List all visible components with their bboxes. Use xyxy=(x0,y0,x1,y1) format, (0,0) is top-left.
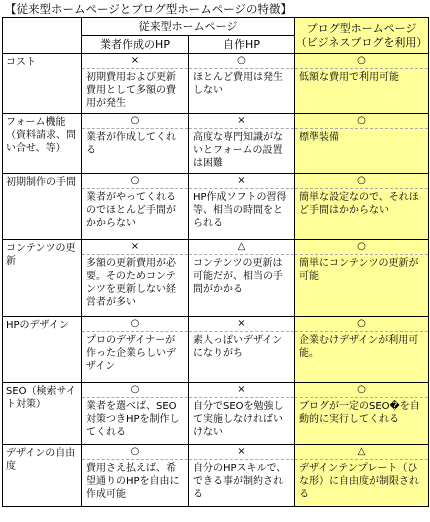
rating-mark: ○ xyxy=(295,240,428,255)
rating-mark: ○ xyxy=(189,54,294,69)
cell-text: 初期費用および更新費用として多額の費用が発生 xyxy=(86,72,176,109)
rating-mark: ○ xyxy=(82,174,188,189)
cell-text: HP作成ソフトの習得等、相当の時間をとられる xyxy=(193,192,287,229)
blog-cell xyxy=(295,383,429,445)
rating-mark: △ xyxy=(189,240,294,255)
table-row xyxy=(3,240,429,317)
cell-text: 高度な専門知識がないとフォームの設置は困難 xyxy=(193,132,283,169)
self-cell xyxy=(189,317,295,383)
self-cell xyxy=(189,114,295,174)
rating-mark: ○ xyxy=(295,174,428,189)
cell-text: 簡単な設定なので、それほど手間はかからない xyxy=(299,192,419,216)
rating-mark: ○ xyxy=(82,383,188,398)
cell-text: 多額の更新費用が必要。そのためコンテンツを更新しない経営者が多い xyxy=(86,258,176,308)
self-cell xyxy=(189,383,295,445)
row-label: デザインの自由度 xyxy=(3,445,82,507)
vendor-cell xyxy=(82,383,189,445)
header-vendor: 業者作成のHP xyxy=(82,36,189,54)
row-label: SEO（検索サイト対策） xyxy=(3,383,82,445)
rating-mark: ○ xyxy=(295,54,428,69)
vendor-cell xyxy=(82,240,189,317)
comparison-table xyxy=(2,17,429,507)
vendor-cell xyxy=(82,174,189,240)
cell-text: 自分のHPスキルで、できる事が制約される xyxy=(193,463,287,500)
cell-text: ブログが一定のSEO�を自動的に実行してくれる xyxy=(299,401,420,425)
cell-text: ほとんど費用は発生しない xyxy=(193,72,283,96)
table-row xyxy=(3,317,429,383)
row-label: コンテンツの更新 xyxy=(3,240,82,317)
cell-text: コンテンツの更新は可能だが、相当の手間がかかる xyxy=(193,258,283,295)
vendor-cell xyxy=(82,445,189,507)
cell-text: デザインテンプレート（ひな形）に自由度が制限される xyxy=(299,463,419,500)
cell-text: 業者がやってくれるのでほとんど手間がかからない xyxy=(86,192,176,229)
header-traditional: 従来型ホームページ xyxy=(82,18,295,36)
cell-text: 費用さえ払えば、希望通りのHPを自由に作成可能 xyxy=(86,463,180,500)
blog-cell xyxy=(295,54,429,114)
table-row xyxy=(3,54,429,114)
cell-text: プロのデザイナーが作った企業らしいデザイン xyxy=(86,335,176,372)
cell-text: 業者を選べば、SEO対策つきHPを制作してくれる xyxy=(86,401,180,438)
header-self: 自作HP xyxy=(189,36,295,54)
self-cell xyxy=(189,174,295,240)
rating-mark: △ xyxy=(295,445,428,460)
header-blog-line1: ブログ型ホームページ xyxy=(306,21,417,35)
self-cell xyxy=(189,240,295,317)
table-row xyxy=(3,383,429,445)
rating-mark: ○ xyxy=(82,445,188,460)
rating-mark: × xyxy=(189,445,294,460)
rating-mark: × xyxy=(189,114,294,129)
header-row xyxy=(3,18,429,36)
rating-mark: × xyxy=(189,383,294,398)
rating-mark: × xyxy=(189,174,294,189)
rating-mark: × xyxy=(82,240,188,255)
cell-text: 業者が作成してくれる xyxy=(86,132,176,156)
self-cell xyxy=(189,445,295,507)
rating-mark: ○ xyxy=(82,317,188,332)
rating-mark: ○ xyxy=(295,114,428,129)
rating-mark: × xyxy=(82,54,188,69)
row-label: フォーム機能（資料請求、問い合せ、等） xyxy=(3,114,82,174)
cell-text: 素人っぽいデザインになりがち xyxy=(193,335,283,359)
rating-mark: ○ xyxy=(295,383,428,398)
vendor-cell xyxy=(82,54,189,114)
self-cell xyxy=(189,54,295,114)
table-row xyxy=(3,445,429,507)
rating-mark: ○ xyxy=(82,114,188,129)
page-title: 【従来型ホームページとブログ型ホームページの特徴】 xyxy=(5,2,293,16)
header-blog-line2: （ビジネスブログを利用） xyxy=(295,35,428,49)
vendor-cell xyxy=(82,114,189,174)
blog-cell xyxy=(295,114,429,174)
cell-text: 簡単にコンテンツの更新が可能 xyxy=(299,258,419,282)
cell-text: 標準装備 xyxy=(299,132,339,143)
cell-text: 自分でSEOを勉強して実施しなければいけない xyxy=(193,401,284,438)
row-label: 初期制作の手間 xyxy=(3,174,82,240)
blog-cell xyxy=(295,445,429,507)
header-blog xyxy=(295,18,429,54)
cell-text: 企業むけデザインが利用可能。 xyxy=(299,335,419,359)
blog-cell xyxy=(295,317,429,383)
rating-mark: × xyxy=(189,317,294,332)
blog-cell xyxy=(295,174,429,240)
cell-text: 低額な費用で利用可能 xyxy=(299,72,399,83)
table-row xyxy=(3,114,429,174)
row-label: コスト xyxy=(3,54,82,114)
blog-cell xyxy=(295,240,429,317)
row-label: HPのデザイン xyxy=(3,317,82,383)
table-row xyxy=(3,174,429,240)
vendor-cell xyxy=(82,317,189,383)
rating-mark: ○ xyxy=(295,317,428,332)
header-corner-cell xyxy=(3,18,82,54)
